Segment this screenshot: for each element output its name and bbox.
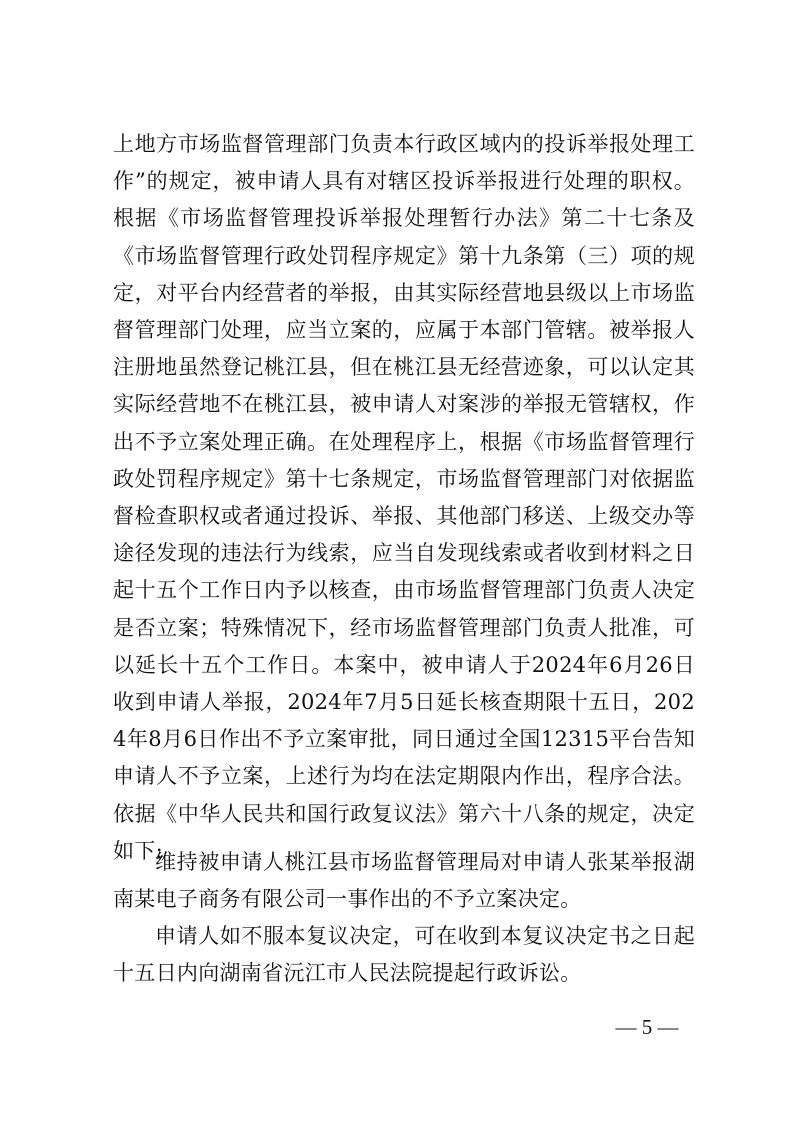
appeal-paragraph: 申请人如不服本复议决定，可在收到本复议决定书之日起十五日内向湖南省沅江市人民法院提起行政诉讼。 — [113, 924, 695, 986]
decision-paragraph: 维持被申请人桃江县市场监督管理局对申请人张某举报湖南某电子商务有限公司一事作出的不予立案决定。 — [113, 850, 695, 912]
page-number: — 5 — — [615, 1015, 679, 1039]
reasoning-paragraph: 上地方市场监督管理部门负责本行政区域内的投诉举报处理工作”的规定，被申请人具有对辖区投诉举报进行处理的职权。根据《市场监督管理投诉举报处理暂行办法》第二十七条及《市场监督管理行政处罚程序规定》第十九条第（三）项的规定，对平台内经营者的举报，由其实际经营地县级以上市场监督管理部门处理，应当立案的，应属于本部门管辖。被举报人注册地虽然登记桃江县，但在桃江县无经营迹象，可以认定其实际经营地不在桃江县，被申请人对案涉的举报无管辖权，作出不予立案处理正确。在处理程序上，根据《市场监督管理行政处罚程序规定》第十七条规定，市场监督管理部门对依据监督检查职权或者通过投诉、举报、其他部门移送、上级交办等途径发现的违法行为线索，应当自发现线索或者收到材料之日起十五个工作日内予以核查，由市场监督管理部门负责人决定是否立案；特殊情况下，经市场监督管理部门负责人批准，可以延长十五个工作日。本案中，被申请人于2024年6月26日收到申请人举报，2024年7月5日延长核查期限十五日，2024年8月6日作出不予立案审批，同日通过全国12315平台告知申请人不予立案，上述行为均在法定期限内作出，程序合法。依据《中华人民共和国行政复议法》第六十八条的规定，决定如下: — [113, 132, 695, 863]
